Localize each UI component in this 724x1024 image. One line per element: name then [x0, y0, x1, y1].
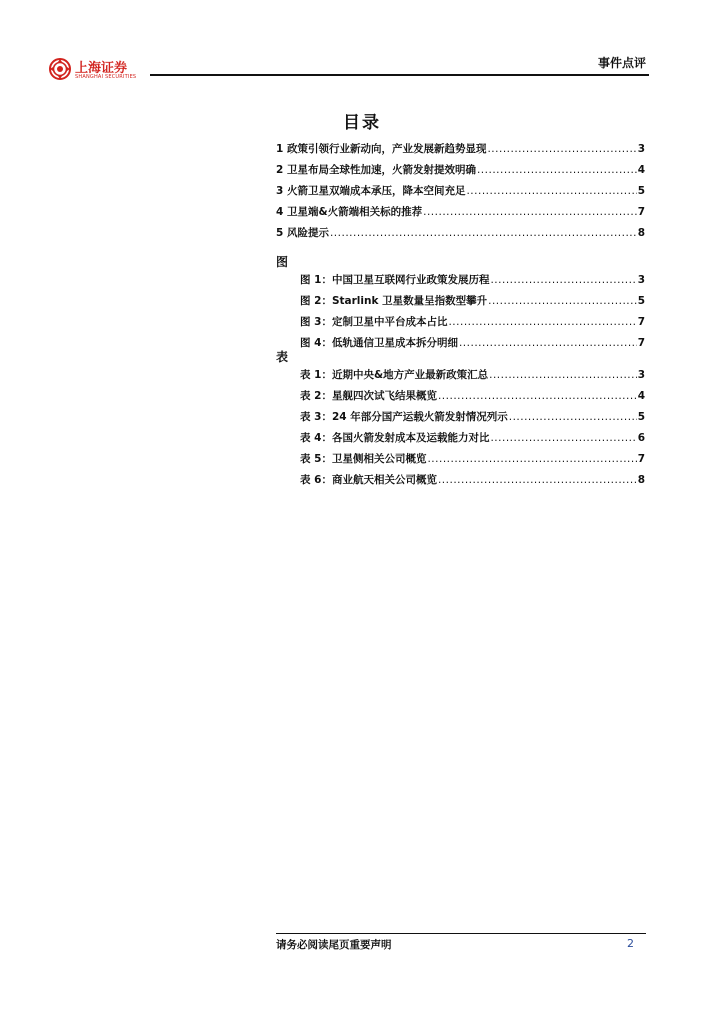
toc-entry-label: 5 风险提示 — [276, 227, 329, 239]
toc-entry-label: 2 卫星布局全球性加速，火箭发射提效明确 — [276, 164, 476, 176]
company-logo — [49, 55, 149, 85]
figure-entry-label: 图 1：中国卫星互联网行业政策发展历程 — [300, 274, 490, 286]
toc-entry-page: 3 — [637, 143, 645, 155]
footer-disclaimer: 请务必阅读尾页重要声明 — [276, 939, 392, 951]
table-entry[interactable] — [300, 388, 645, 409]
footer-divider — [276, 933, 646, 934]
figure-entry-label: 图 4：低轨通信卫星成本拆分明细 — [300, 337, 458, 349]
table-entry[interactable] — [300, 367, 645, 388]
leader-dots — [490, 432, 636, 444]
table-entry-label: 表 4：各国火箭发射成本及运载能力对比 — [300, 432, 490, 444]
leader-dots — [423, 206, 637, 218]
toc-entry-page: 7 — [637, 206, 645, 218]
table-entry-label: 表 6：商业航天相关公司概览 — [300, 474, 437, 486]
page-number: 2 — [627, 937, 634, 950]
table-entry-page: 6 — [637, 432, 645, 444]
table-entry[interactable] — [300, 472, 645, 493]
figure-entry[interactable] — [300, 335, 645, 356]
leader-dots — [489, 369, 637, 381]
logo-text-cn: 上海证券 — [75, 61, 128, 76]
leader-dots — [427, 453, 636, 465]
figure-entry-page: 7 — [637, 316, 645, 328]
table-entry-page: 5 — [637, 411, 645, 423]
table-entry[interactable] — [300, 451, 645, 472]
leader-dots — [448, 316, 636, 328]
logo-text-en: SHANGHAI SECURITIES — [75, 74, 137, 80]
toc-entry[interactable] — [276, 141, 645, 162]
toc-entry-label: 3 火箭卫星双端成本承压，降本空间充足 — [276, 185, 466, 197]
leader-dots — [487, 143, 636, 155]
leader-dots — [330, 227, 637, 239]
leader-dots — [438, 390, 637, 402]
toc-title: 目录 — [343, 113, 381, 133]
tables-heading: 表 — [276, 350, 289, 364]
figure-entry-page: 3 — [637, 274, 645, 286]
toc-entry-label: 4 卫星端&火箭端相关标的推荐 — [276, 206, 423, 218]
report-type-label: 事件点评 — [597, 56, 646, 70]
table-entry-label: 表 5：卫星侧相关公司概览 — [300, 453, 427, 465]
figure-entry-page: 7 — [637, 337, 645, 349]
figure-entry-label: 图 3：定制卫星中平台成本占比 — [300, 316, 448, 328]
figure-entry[interactable] — [300, 293, 645, 314]
leader-dots — [509, 411, 637, 423]
toc-list — [276, 141, 645, 246]
figure-entry[interactable] — [300, 314, 645, 335]
logo-emblem-icon — [49, 58, 71, 80]
figures-list — [300, 272, 645, 356]
figure-entry-label: 图 2：Starlink 卫星数量呈指数型攀升 — [300, 295, 488, 307]
table-entry[interactable] — [300, 430, 645, 451]
table-entry-page: 7 — [637, 453, 645, 465]
leader-dots — [438, 474, 637, 486]
toc-entry[interactable] — [276, 204, 645, 225]
toc-entry-page: 8 — [637, 227, 645, 239]
figure-entry-page: 5 — [637, 295, 645, 307]
toc-entry[interactable] — [276, 183, 645, 204]
header-divider — [150, 74, 649, 76]
figures-heading: 图 — [276, 255, 289, 269]
leader-dots — [477, 164, 637, 176]
table-entry-label: 表 1：近期中央&地方产业最新政策汇总 — [300, 369, 489, 381]
leader-dots — [459, 337, 637, 349]
table-entry-page: 3 — [637, 369, 645, 381]
toc-entry[interactable] — [276, 162, 645, 183]
toc-entry-label: 1 政策引领行业新动向，产业发展新趋势显现 — [276, 143, 487, 155]
table-entry[interactable] — [300, 409, 645, 430]
leader-dots — [488, 295, 637, 307]
leader-dots — [466, 185, 636, 197]
table-entry-label: 表 3：24 年部分国产运载火箭发射情况列示 — [300, 411, 508, 423]
figure-entry[interactable] — [300, 272, 645, 293]
table-entry-page: 8 — [637, 474, 645, 486]
leader-dots — [490, 274, 636, 286]
table-entry-page: 4 — [637, 390, 645, 402]
tables-list — [300, 367, 645, 493]
toc-entry-page: 5 — [637, 185, 645, 197]
toc-entry[interactable] — [276, 225, 645, 246]
table-entry-label: 表 2：星舰四次试飞结果概览 — [300, 390, 437, 402]
toc-entry-page: 4 — [637, 164, 645, 176]
